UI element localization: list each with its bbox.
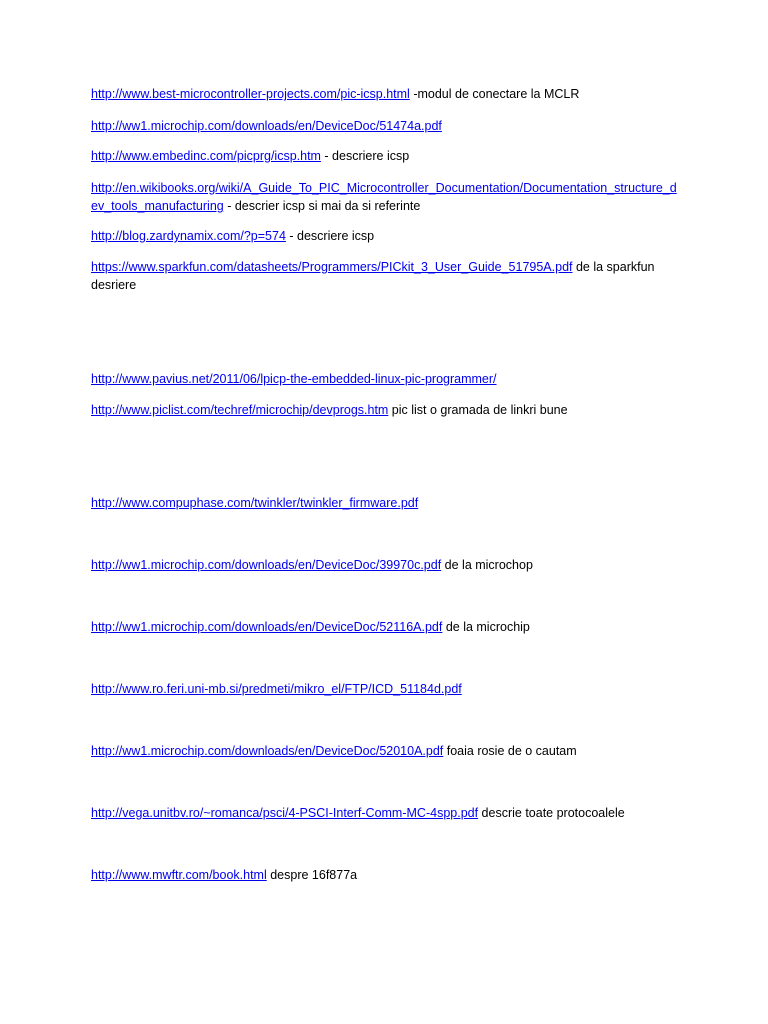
list-item	[91, 556, 681, 574]
link-description: descrie toate protocoalele	[478, 806, 625, 820]
link[interactable]: https://www.sparkfun.com/datasheets/Programmers/PICkit_3_User_Guide_51795A.pdf	[91, 260, 573, 274]
link-description: de la sparkfun desriere	[91, 260, 655, 292]
link-description: despre 16f877a	[266, 868, 358, 882]
list-item	[91, 680, 681, 698]
link-description: pic list o gramada de linkri bune	[388, 403, 568, 417]
list-item	[91, 85, 681, 103]
link[interactable]: http://blog.zardynamix.com/?p=574	[91, 229, 286, 243]
list-item	[91, 179, 681, 215]
link[interactable]: http://www.pavius.net/2011/06/lpicp-the-embedded-linux-pic-programmer/	[91, 372, 497, 386]
link[interactable]: http://www.best-microcontroller-projects.com/pic-icsp.html	[91, 87, 410, 101]
list-item	[91, 401, 681, 419]
link[interactable]: http://www.embedinc.com/picprg/icsp.htm	[91, 149, 321, 163]
list-item	[91, 147, 681, 165]
link[interactable]: http://www.mwftr.com/book.html	[91, 868, 267, 882]
list-item	[91, 866, 681, 884]
list-item	[91, 494, 681, 512]
list-item	[91, 258, 681, 294]
list-item	[91, 227, 681, 245]
link[interactable]: http://ww1.microchip.com/downloads/en/DeviceDoc/52116A.pdf	[91, 620, 443, 634]
link[interactable]: http://ww1.microchip.com/downloads/en/DeviceDoc/51474a.pdf	[91, 119, 442, 133]
link-description: -modul de conectare la MCLR	[409, 87, 580, 101]
list-item	[91, 370, 681, 388]
link-description: de la microchop	[441, 558, 533, 572]
link[interactable]: http://www.compuphase.com/twinkler/twinkler_firmware.pdf	[91, 496, 419, 510]
list-item	[91, 804, 681, 822]
link[interactable]: http://en.wikibooks.org/wiki/A_Guide_To_PIC_Microcontroller_Documentation/Documentation_structure_dev_tools_manufacturing	[91, 181, 677, 213]
link[interactable]: http://vega.unitbv.ro/~romanca/psci/4-PSCI-Interf-Comm-MC-4spp.pdf	[91, 806, 479, 820]
link-description: foaia rosie de o cautam	[443, 744, 577, 758]
link-description: - descriere icsp	[285, 229, 375, 243]
link[interactable]: http://www.piclist.com/techref/microchip/devprogs.htm	[91, 403, 389, 417]
link[interactable]: http://ww1.microchip.com/downloads/en/DeviceDoc/39970c.pdf	[91, 558, 442, 572]
list-item	[91, 618, 681, 636]
link[interactable]: http://www.ro.feri.uni-mb.si/predmeti/mikro_el/FTP/ICD_51184d.pdf	[91, 682, 462, 696]
list-item	[91, 117, 681, 135]
link-description: de la microchip	[442, 620, 530, 634]
list-item	[91, 742, 681, 760]
link-description: - descriere icsp	[320, 149, 410, 163]
link-description: - descrier icsp si mai da si referinte	[223, 199, 421, 213]
link[interactable]: http://ww1.microchip.com/downloads/en/DeviceDoc/52010A.pdf	[91, 744, 444, 758]
